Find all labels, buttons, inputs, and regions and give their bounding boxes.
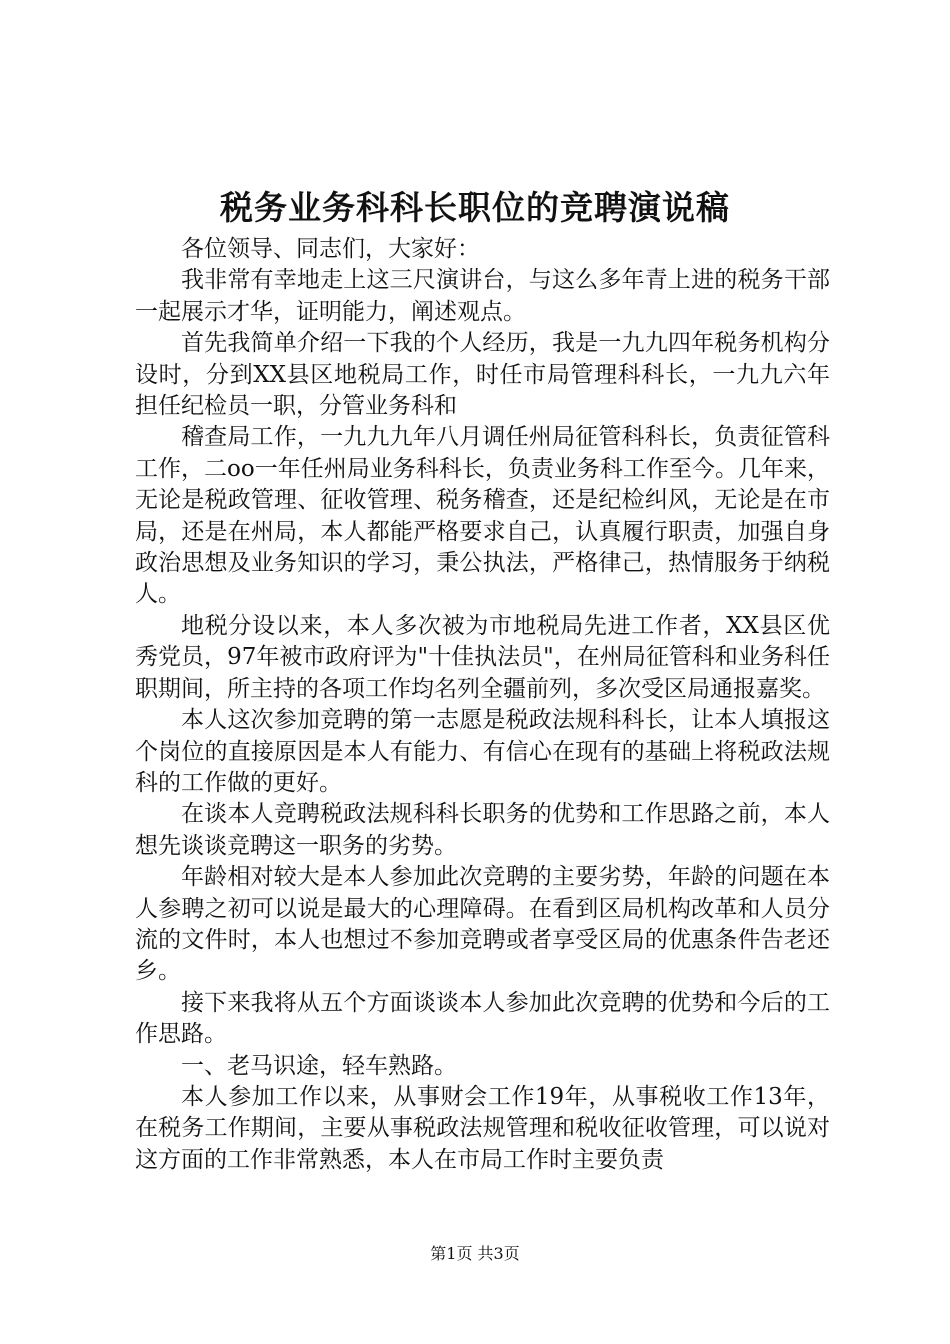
document-title: 税务业务科科长职位的竞聘演说稿	[220, 188, 730, 227]
paragraph: 我非常有幸地走上这三尺演讲台，与这么多年青上进的税务干部一起展示才华，证明能力，阐述观点。	[135, 267, 830, 325]
paragraph: 地税分设以来，本人多次被为市地税局先进工作者，XX县区优秀党员，97年被市政府评为"十佳执法员"，在州局征管科和业务科任职期间，所主持的各项工作均名列全疆前列，多次受区局通报嘉奖。	[135, 612, 830, 702]
page-footer: 第1页 共3页	[430, 1244, 520, 1263]
paragraph: 年龄相对较大是本人参加此次竞聘的主要劣势，年龄的问题在本人参聘之初可以说是最大的心理障碍。在看到区局机构改革和人员分流的文件时，本人也想过不参加竞聘或者享受区局的优惠条件告老还乡。	[135, 864, 830, 985]
section-heading: 一、老马识途，轻车熟路。	[181, 1052, 457, 1079]
paragraph: 本人参加工作以来，从事财会工作19年，从事税收工作13年，在税务工作期间，主要从事税政法规管理和税收征收管理，可以说对这方面的工作非常熟悉，本人在市局工作时主要负责	[135, 1083, 830, 1173]
paragraph: 在谈本人竞聘税政法规科科长职务的优势和工作思路之前，本人想先谈谈竞聘这一职务的劣势。	[135, 801, 830, 859]
paragraph: 首先我简单介绍一下我的个人经历，我是一九九四年税务机构分设时，分到XX县区地税局工作，时任市局管理科科长，一九九六年担任纪检员一职，分管业务科和	[135, 330, 830, 420]
paragraph-greeting: 各位领导、同志们，大家好：	[181, 236, 480, 262]
paragraph: 本人这次参加竞聘的第一志愿是税政法规科科长，让本人填报这个岗位的直接原因是本人有能力、有信心在现有的基础上将税政法规科的工作做的更好。	[135, 707, 830, 796]
document-body	[135, 234, 830, 1176]
paragraph: 接下来我将从五个方面谈谈本人参加此次竞聘的优势和今后的工作思路。	[135, 989, 830, 1048]
paragraph: 稽查局工作，一九九九年八月调任州局征管科科长，负责征管科工作，二oo一年任州局业务科科长，负责业务科工作至今。几年来，无论是税政管理、征收管理、税务稽查，还是纪检纠风，无论是在市局，还是在州局，本人都能严格要求自己，认真履行职责，加强自身政治思想及业务知识的学习，秉公执法，严格律己，热情服务于纳税人。	[135, 424, 830, 608]
